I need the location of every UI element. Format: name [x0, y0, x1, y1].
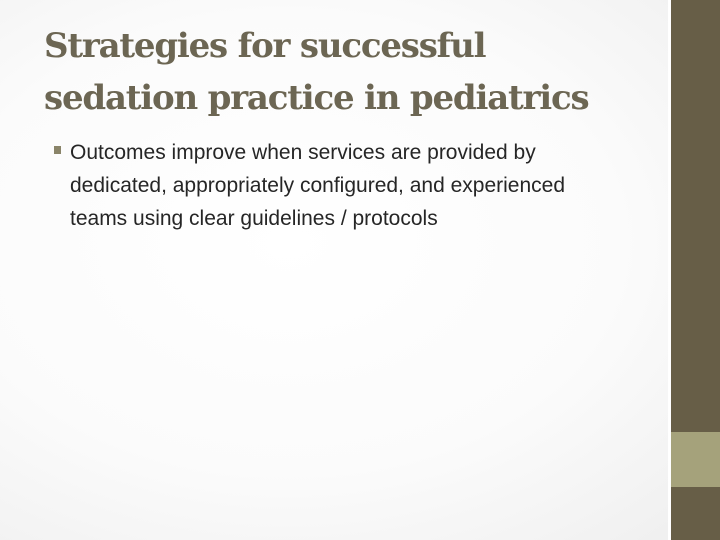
slide-title-line-2: sedation practice in pediatrics — [44, 78, 589, 118]
bullet-item — [52, 136, 612, 235]
square-bullet-icon — [54, 146, 61, 154]
side-bar-bottom-band — [671, 487, 720, 540]
decorative-side-bar — [668, 0, 720, 540]
slide-title — [44, 20, 644, 124]
bullet-text: Outcomes improve when services are provided by dedicated, appropriately configured, and experienced teams using clear guidelines / protocols — [70, 141, 566, 230]
slide-title-line-1: Strategies for successful — [44, 26, 486, 66]
side-bar-accent-band — [671, 432, 720, 487]
bullet-list — [52, 136, 612, 235]
side-bar-top-band — [671, 0, 720, 432]
